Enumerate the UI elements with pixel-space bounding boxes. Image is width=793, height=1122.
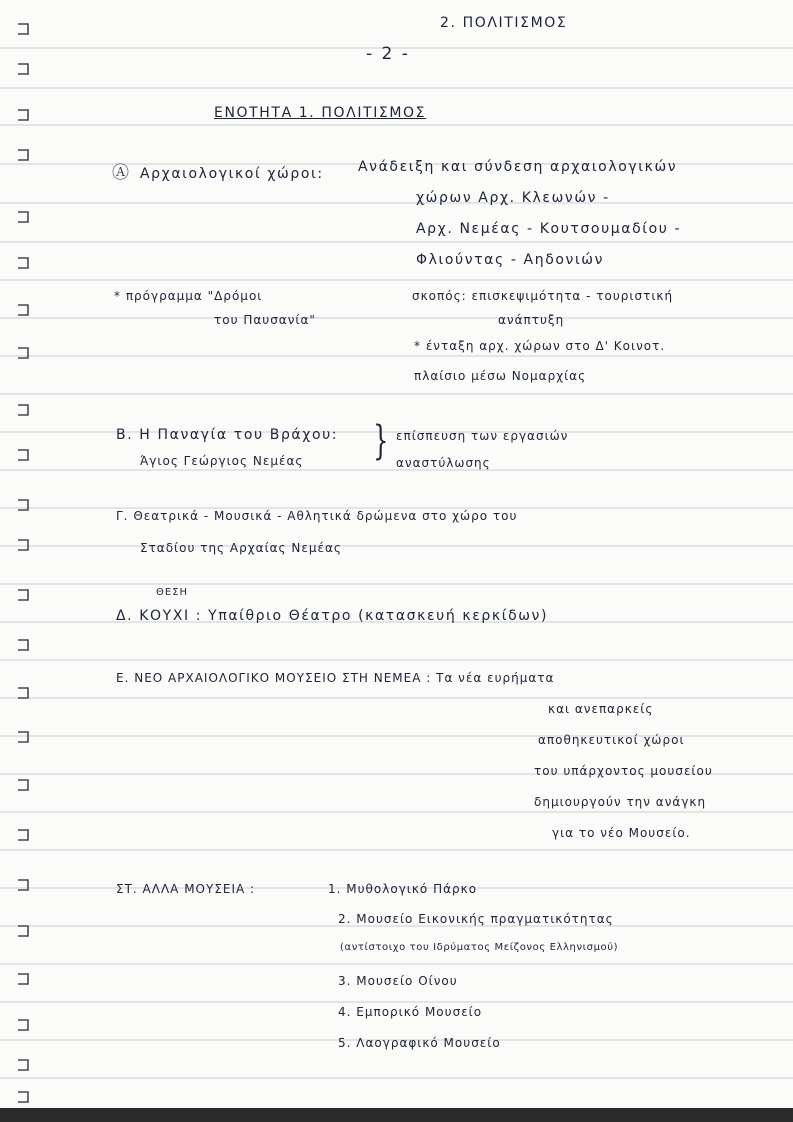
section-c-line: Γ. Θεατρικά - Μουσικά - Αθλητικά δρώμενα στο χώρο του (116, 509, 518, 523)
section-e-line: δημιουργούν την ανάγκη (534, 795, 707, 809)
section-a-line: Ανάδειξη και σύνδεση αρχαιολογικών (358, 159, 678, 175)
programme-line: * πρόγραμμα "Δρόμοι (114, 289, 263, 303)
inclusion-line: πλαίσιο μέσω Νομαρχίας (414, 369, 587, 383)
programme-line: του Παυσανία" (214, 313, 316, 327)
section-a-line: χώρων Αρχ. Κλεωνών - (416, 190, 610, 206)
museum-item: 5. Λαογραφικό Μουσείο (338, 1036, 501, 1050)
section-d-line: Δ. ΚΟΥΧΙ : Υπαίθριο Θέατρο (κατασκευή κερκίδων) (116, 608, 549, 624)
section-a-label: Αρχαιολογικοί χώροι: (140, 166, 324, 182)
binder-marks (18, 24, 28, 1102)
museum-item: 2. Μουσείο Εικονικής πραγματικότητας (338, 912, 614, 926)
museum-item: 3. Μουσείο Οίνου (338, 974, 458, 988)
section-b-left: Άγιος Γεώργιος Νεμέας (140, 454, 304, 468)
section-e-line: και ανεπαρκείς (548, 702, 654, 716)
purpose-line: ανάπτυξη (498, 313, 565, 327)
page-number: - 2 - (366, 44, 410, 64)
page-title: 2. ΠΟΛΙΤΙΣΜΟΣ (440, 15, 568, 31)
section-b-left: Β. Η Παναγία του Βράχου: (116, 427, 339, 443)
section-b-brace: } (373, 418, 389, 464)
section-d-annotation: ΘΕΣΗ (156, 587, 189, 598)
section-b-right: επίσπευση των εργασιών (396, 429, 569, 443)
section-e-line: Ε. ΝΕΟ ΑΡΧΑΙΟΛΟΓΙΚΟ ΜΟΥΣΕΙΟ ΣΤΗ ΝΕΜΕΑ : Τα νέα ευρήματα (116, 671, 555, 685)
scan-bottom-edge (0, 1108, 793, 1122)
section-e-line: αποθηκευτικοί χώροι (538, 733, 685, 747)
museum-item: 4. Εμπορικό Μουσείο (338, 1005, 483, 1019)
museum-item: (αντίστοιχο του Ιδρύματος Μείζονος Ελληνισμού) (340, 942, 619, 953)
section-e-line: του υπάρχοντος μουσείου (534, 764, 713, 778)
section-e-line: για το νέο Μουσείο. (552, 826, 691, 840)
section-f-label: ΣΤ. ΑΛΛΑ ΜΟΥΣΕΙΑ : (116, 882, 256, 896)
section-a-line: Φλιούντας - Αηδονιών (416, 252, 605, 268)
section-c-line: Σταδίου της Αρχαίας Νεμέας (140, 541, 342, 555)
section-a-marker: Ⓐ (112, 163, 131, 183)
museum-item: 1. Μυθολογικό Πάρκο (328, 882, 478, 896)
inclusion-line: * ένταξη αρχ. χώρων στο Δ' Κοινοτ. (414, 339, 666, 353)
unit-title: ΕΝΟΤΗΤΑ 1. ΠΟΛΙΤΙΣΜΟΣ (214, 105, 427, 121)
section-a-line: Αρχ. Νεμέας - Κουτσουμαδίου - (416, 221, 682, 237)
purpose-line: σκοπός: επισκεψιμότητα - τουριστική (412, 289, 674, 303)
section-b-right: αναστύλωσης (396, 456, 491, 470)
